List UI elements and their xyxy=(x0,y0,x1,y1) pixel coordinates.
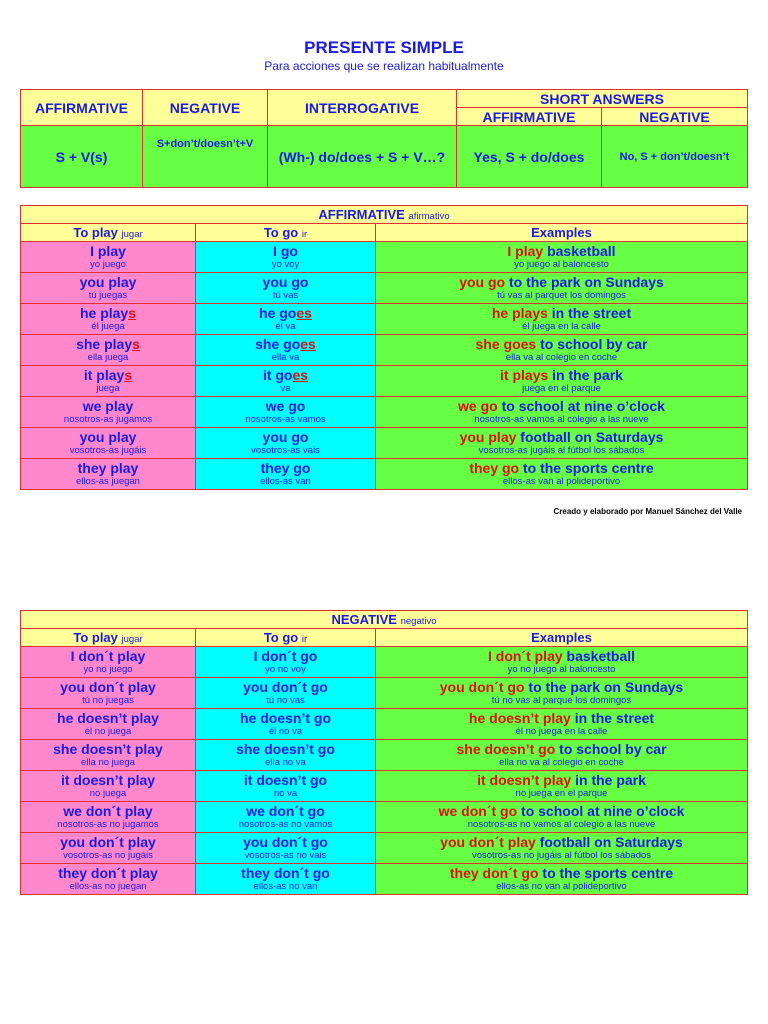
play-base: she play xyxy=(76,336,133,352)
play-form xyxy=(21,742,195,757)
table-row xyxy=(21,864,748,895)
go-cell xyxy=(196,366,376,397)
example-translation: ella no va al colegio en coche xyxy=(499,757,624,768)
example-verb: you go xyxy=(459,274,506,290)
go-cell xyxy=(196,335,376,366)
negative-col-go xyxy=(196,629,376,647)
table-row xyxy=(21,647,748,678)
example-translation: nosotros-as vamos al colegio a las nueve xyxy=(474,414,649,425)
table-row xyxy=(21,709,748,740)
example-sentence xyxy=(376,804,747,819)
go-translation: ella no va xyxy=(265,757,306,768)
example-rest: football on Saturdays xyxy=(535,834,683,850)
table-row xyxy=(21,273,748,304)
example-rest: to school at nine o’clock xyxy=(497,398,665,414)
play-suffix: s xyxy=(124,367,133,383)
table-row xyxy=(21,304,748,335)
example-cell xyxy=(376,833,748,864)
table-row xyxy=(21,397,748,428)
play-base: he doesn’t play xyxy=(57,710,159,726)
go-translation: tú no vas xyxy=(266,695,305,706)
go-translation: tú vas xyxy=(272,290,299,301)
table-row xyxy=(21,771,748,802)
go-translation: nosotros-as vamos xyxy=(245,414,326,425)
page-title: PRESENTE SIMPLE xyxy=(304,38,464,57)
play-translation: no juega xyxy=(89,788,127,799)
play-form xyxy=(21,835,195,850)
affirmative-title-text: AFFIRMATIVE xyxy=(318,207,405,222)
play-cell xyxy=(21,647,196,678)
go-translation: nosotros-as no vamos xyxy=(238,819,333,830)
example-cell xyxy=(376,802,748,833)
play-form xyxy=(21,804,195,819)
play-translation: yo no juego xyxy=(83,664,133,675)
play-suffix: s xyxy=(128,305,137,321)
go-form xyxy=(196,306,375,321)
go-cell xyxy=(196,397,376,428)
negative-col-play xyxy=(21,629,196,647)
example-cell xyxy=(376,397,748,428)
play-cell xyxy=(21,740,196,771)
example-verb: it doesn’t play xyxy=(477,772,572,788)
negative-title-translation: negativo xyxy=(400,616,437,627)
play-base: I play xyxy=(90,243,126,259)
play-base: they don´t play xyxy=(58,865,158,881)
example-translation: tú vas al parquet los domingos xyxy=(497,290,626,301)
example-cell xyxy=(376,647,748,678)
play-form xyxy=(21,306,195,321)
go-form xyxy=(196,368,375,383)
affirmative-table xyxy=(20,205,748,490)
affirmative-table-title xyxy=(21,206,748,224)
play-translation: él juega xyxy=(91,321,125,332)
play-translation: nosotros-as no jugamos xyxy=(57,819,159,830)
example-sentence xyxy=(376,835,747,850)
example-verb: she goes xyxy=(475,336,537,352)
negative-title-text: NEGATIVE xyxy=(331,612,397,627)
example-translation: él juega en la calle xyxy=(522,321,601,332)
example-cell xyxy=(376,366,748,397)
example-rest: basketball xyxy=(562,648,636,664)
play-cell xyxy=(21,428,196,459)
play-cell xyxy=(21,366,196,397)
example-verb: he plays xyxy=(491,305,548,321)
play-base: it doesn’t play xyxy=(60,772,156,788)
play-form xyxy=(21,773,195,788)
example-translation: ellos-as van al polideportivo xyxy=(502,476,621,487)
table-row xyxy=(21,833,748,864)
example-verb: we go xyxy=(458,398,498,414)
example-rest: to school at nine o’clock xyxy=(517,803,685,819)
example-rest: to the park on Sundays xyxy=(524,679,684,695)
play-base: you don´t play xyxy=(60,679,156,695)
play-translation: juega xyxy=(96,383,120,394)
col-play-translation: jugar xyxy=(121,229,143,240)
example-cell xyxy=(376,273,748,304)
play-form xyxy=(21,430,195,445)
go-cell xyxy=(196,242,376,273)
example-translation: vosotros-as no jugáis al fútbol los sábados xyxy=(471,850,652,861)
go-form xyxy=(196,742,375,757)
col-play-translation: jugar xyxy=(121,634,143,645)
go-form xyxy=(196,399,375,414)
go-form xyxy=(196,680,375,695)
play-translation: tú juegas xyxy=(88,290,128,301)
play-base: you don´t play xyxy=(60,834,156,850)
go-base: we go xyxy=(265,398,306,414)
play-translation: tú no juegas xyxy=(82,695,134,706)
play-translation: ella no juega xyxy=(81,757,135,768)
example-cell xyxy=(376,428,748,459)
example-verb: you don´t go xyxy=(439,679,525,695)
go-form xyxy=(196,461,375,476)
summary-affirmative-formula: S + V(s) xyxy=(21,126,143,188)
example-cell xyxy=(376,864,748,895)
play-translation: yo juego xyxy=(90,259,126,270)
example-sentence xyxy=(376,742,747,757)
play-cell xyxy=(21,397,196,428)
table-row xyxy=(21,242,748,273)
go-base: I go xyxy=(273,243,298,259)
table-row xyxy=(21,459,748,490)
example-cell xyxy=(376,709,748,740)
example-translation: ella va al colegio en coche xyxy=(505,352,618,363)
play-cell xyxy=(21,242,196,273)
go-translation: va xyxy=(280,383,291,394)
example-sentence xyxy=(376,337,747,352)
go-base: they go xyxy=(260,460,311,476)
go-cell xyxy=(196,647,376,678)
example-verb: she doesn’t go xyxy=(456,741,556,757)
go-translation: él no va xyxy=(268,726,303,737)
example-cell xyxy=(376,740,748,771)
col-play-label: To play xyxy=(73,630,118,645)
play-cell xyxy=(21,304,196,335)
go-form xyxy=(196,275,375,290)
example-sentence xyxy=(376,773,747,788)
play-cell xyxy=(21,802,196,833)
summary-sa-negative-formula: No, S + don’t/doesn’t xyxy=(602,126,748,188)
play-form xyxy=(21,244,195,259)
example-rest: football on Saturdays xyxy=(516,429,664,445)
example-rest: to the park on Sundays xyxy=(505,274,664,290)
play-base: you play xyxy=(79,274,137,290)
play-base: I don´t play xyxy=(70,648,146,664)
go-form xyxy=(196,866,375,881)
table-row xyxy=(21,335,748,366)
example-verb: I play xyxy=(507,243,544,259)
go-form xyxy=(196,337,375,352)
play-form xyxy=(21,368,195,383)
go-translation: yo no voy xyxy=(265,664,306,675)
table-row xyxy=(21,740,748,771)
play-form xyxy=(21,680,195,695)
col-go-translation: ir xyxy=(301,229,308,240)
go-base: he doesn’t go xyxy=(240,710,331,726)
affirmative-col-play xyxy=(21,224,196,242)
example-verb: I don´t play xyxy=(487,648,563,664)
col-go-label: To go xyxy=(263,225,299,240)
table-row xyxy=(21,428,748,459)
play-form xyxy=(21,711,195,726)
go-translation: ella va xyxy=(271,352,300,363)
go-cell xyxy=(196,802,376,833)
play-translation: vosotros-as jugáis xyxy=(69,445,147,456)
play-form xyxy=(21,649,195,664)
play-base: we don´t play xyxy=(63,803,153,819)
go-translation: vosotros-as no vais xyxy=(244,850,327,861)
col-go-label: To go xyxy=(263,630,299,645)
play-base: they play xyxy=(77,460,139,476)
play-cell xyxy=(21,678,196,709)
col-play-label: To play xyxy=(73,225,118,240)
summary-header-sa-negative: NEGATIVE xyxy=(602,108,748,126)
example-verb: he doesn’t play xyxy=(468,710,571,726)
page-subtitle: Para acciones que se realizan habitualmente xyxy=(264,59,504,73)
example-cell xyxy=(376,678,748,709)
affirmative-col-examples: Examples xyxy=(376,224,748,242)
table-row xyxy=(21,678,748,709)
affirmative-col-go xyxy=(196,224,376,242)
example-sentence xyxy=(376,680,747,695)
example-translation: ellos-as no van al polideportivo xyxy=(496,881,627,892)
example-sentence xyxy=(376,866,747,881)
go-cell xyxy=(196,273,376,304)
go-cell xyxy=(196,459,376,490)
go-base: she doesn’t go xyxy=(236,741,335,757)
go-translation: yo voy xyxy=(271,259,300,270)
negative-col-examples: Examples xyxy=(376,629,748,647)
go-cell xyxy=(196,833,376,864)
go-translation: no va xyxy=(273,788,298,799)
example-sentence xyxy=(376,461,747,476)
go-cell xyxy=(196,771,376,802)
play-translation: ellos-as no juegan xyxy=(69,881,147,892)
example-cell xyxy=(376,242,748,273)
play-cell xyxy=(21,709,196,740)
example-translation: yo juego al baloncesto xyxy=(514,259,609,270)
summary-interrogative-formula: (Wh-) do/does + S + V…? xyxy=(268,126,457,188)
go-base: we don´t go xyxy=(246,803,325,819)
play-base: it play xyxy=(83,367,125,383)
summary-sa-affirmative-formula: Yes, S + do/does xyxy=(457,126,602,188)
example-rest: in the street xyxy=(570,710,655,726)
example-cell xyxy=(376,335,748,366)
go-cell xyxy=(196,304,376,335)
example-rest: to the sports centre xyxy=(519,460,654,476)
example-sentence xyxy=(376,430,747,445)
go-form xyxy=(196,773,375,788)
go-cell xyxy=(196,709,376,740)
example-sentence xyxy=(376,275,747,290)
affirmative-title-translation: afirmativo xyxy=(408,211,450,222)
play-translation: él no juega xyxy=(84,726,132,737)
credit-line: Creado y elaborado por Manuel Sánchez del Valle xyxy=(553,507,742,516)
example-translation: tú no vas al parque los domingos xyxy=(491,695,632,706)
example-verb: you don´t play xyxy=(440,834,536,850)
play-form xyxy=(21,866,195,881)
play-base: we play xyxy=(82,398,134,414)
go-form xyxy=(196,430,375,445)
go-form xyxy=(196,804,375,819)
go-cell xyxy=(196,740,376,771)
example-sentence xyxy=(376,649,747,664)
summary-header-affirmative: AFFIRMATIVE xyxy=(21,90,143,126)
go-form xyxy=(196,649,375,664)
example-cell xyxy=(376,771,748,802)
example-rest: in the park xyxy=(571,772,646,788)
go-suffix: es xyxy=(296,305,312,321)
example-rest: to school by car xyxy=(555,741,667,757)
go-translation: ellos-as van xyxy=(260,476,311,487)
go-form xyxy=(196,244,375,259)
example-verb: they go xyxy=(469,460,520,476)
table-row xyxy=(21,366,748,397)
example-translation: nosotros-as no vamos al colegio a las nueve xyxy=(467,819,656,830)
go-suffix: es xyxy=(300,336,316,352)
go-base: they don´t go xyxy=(241,865,330,881)
play-base: she doesn’t play xyxy=(53,741,163,757)
go-cell xyxy=(196,864,376,895)
go-form xyxy=(196,711,375,726)
example-translation: él no juega en la calle xyxy=(515,726,608,737)
example-sentence xyxy=(376,368,747,383)
example-translation: no juega en el parque xyxy=(515,788,608,799)
play-form xyxy=(21,275,195,290)
example-translation: vosotros-as jugáis al fútbol los sábados xyxy=(478,445,645,456)
go-base: she go xyxy=(255,336,301,352)
play-base: he play xyxy=(79,305,129,321)
play-cell xyxy=(21,459,196,490)
play-cell xyxy=(21,833,196,864)
play-form xyxy=(21,461,195,476)
play-base: you play xyxy=(79,429,137,445)
play-cell xyxy=(21,335,196,366)
go-cell xyxy=(196,428,376,459)
go-translation: vosotros-as vais xyxy=(251,445,320,456)
table-row xyxy=(21,802,748,833)
play-cell xyxy=(21,771,196,802)
play-translation: vosotros-as no jugáis xyxy=(63,850,153,861)
go-cell xyxy=(196,678,376,709)
play-cell xyxy=(21,864,196,895)
summary-header-negative: NEGATIVE xyxy=(143,90,268,126)
example-sentence xyxy=(376,306,747,321)
go-base: you don´t go xyxy=(243,834,328,850)
example-verb: it plays xyxy=(500,367,549,383)
example-verb: they don´t go xyxy=(449,865,539,881)
example-sentence xyxy=(376,711,747,726)
example-translation: juega en el parque xyxy=(522,383,601,394)
negative-table-title xyxy=(21,611,748,629)
example-rest: in the street xyxy=(547,305,632,321)
example-rest: to the sports centre xyxy=(538,865,674,881)
example-sentence xyxy=(376,399,747,414)
go-base: you go xyxy=(262,429,309,445)
go-suffix: es xyxy=(292,367,309,383)
go-base: it doesn’t go xyxy=(243,772,328,788)
example-translation: yo no juego al baloncesto xyxy=(507,664,616,675)
summary-table xyxy=(20,89,748,188)
summary-header-sa-affirmative: AFFIRMATIVE xyxy=(457,108,602,126)
go-translation: él va xyxy=(275,321,296,332)
example-cell xyxy=(376,304,748,335)
example-rest: in the park xyxy=(548,367,623,383)
summary-header-short-answers: SHORT ANSWERS xyxy=(457,90,748,108)
play-translation: ellos-as juegan xyxy=(76,476,140,487)
example-cell xyxy=(376,459,748,490)
play-translation: ella juega xyxy=(87,352,129,363)
col-go-translation: ir xyxy=(301,634,308,645)
go-form xyxy=(196,835,375,850)
play-form xyxy=(21,399,195,414)
summary-negative-formula: S+don’t/doesn’t+V xyxy=(143,126,268,188)
play-form xyxy=(21,337,195,352)
go-base: I don´t go xyxy=(253,648,318,664)
go-base: it go xyxy=(262,367,293,383)
example-verb: we don´t go xyxy=(438,803,518,819)
play-cell xyxy=(21,273,196,304)
go-base: you don´t go xyxy=(243,679,328,695)
go-base: he go xyxy=(259,305,297,321)
example-rest: basketball xyxy=(543,243,616,259)
negative-table xyxy=(20,610,748,895)
example-verb: you play xyxy=(459,429,517,445)
go-base: you go xyxy=(262,274,309,290)
play-translation: nosotros-as jugamos xyxy=(63,414,153,425)
play-suffix: s xyxy=(132,336,140,352)
example-rest: to school by car xyxy=(536,336,648,352)
go-translation: ellos-as no van xyxy=(253,881,318,892)
summary-header-interrogative: INTERROGATIVE xyxy=(268,90,457,126)
example-sentence xyxy=(376,244,747,259)
